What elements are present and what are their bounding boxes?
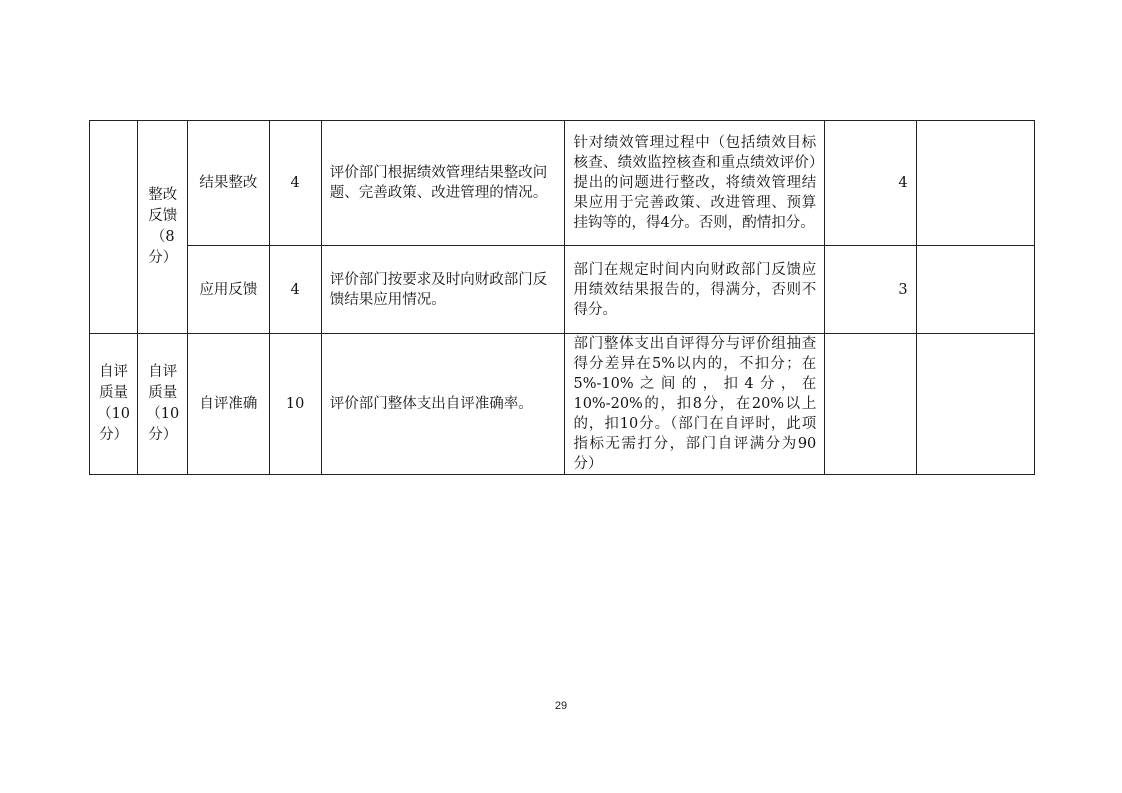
page-number: 29 [554,700,568,712]
subcategory-cell: 自评质量（10分） [138,334,188,475]
criteria-cell: 部门整体支出自评得分与评价组抽查得分差异在5%以内的，不扣分；在5%-10%之间的，扣4分，在10%-20%的，扣8分，在20%以上的，扣10分。（部门在自评时，此项指标无需打分，部门自评满分为90分） [565,334,825,475]
score-cell: 3 [825,246,916,334]
score-cell: 4 [825,121,916,246]
table-row [90,246,1035,334]
table-row [90,334,1035,475]
score-cell [825,334,916,475]
indicator-cell: 结果整改 [188,121,269,246]
indicator-cell: 自评准确 [188,334,269,475]
criteria-cell: 针对绩效管理过程中（包括绩效目标核查、绩效监控核查和重点绩效评价）提出的问题进行整改，将绩效管理结果应用于完善政策、改进管理、预算挂钩等的，得4分。否则，酌情扣分。 [565,121,825,246]
remark-cell [916,246,1034,334]
category-cell: 自评质量（10分） [90,334,138,475]
weight-cell: 4 [269,246,321,334]
subcategory-cell: 整改反馈（8分） [138,121,188,334]
remark-cell [916,121,1034,246]
description-cell: 评价部门按要求及时向财政部门反馈结果应用情况。 [321,246,565,334]
description-cell: 评价部门整体支出自评准确率。 [321,334,565,475]
description-cell: 评价部门根据绩效管理结果整改问题、完善政策、改进管理的情况。 [321,121,565,246]
weight-cell: 4 [269,121,321,246]
weight-cell: 10 [269,334,321,475]
evaluation-table [89,120,1035,475]
criteria-cell: 部门在规定时间内向财政部门反馈应用绩效结果报告的，得满分，否则不得分。 [565,246,825,334]
category-cell [90,121,138,334]
table-row [90,121,1035,246]
remark-cell [916,334,1034,475]
indicator-cell: 应用反馈 [188,246,269,334]
